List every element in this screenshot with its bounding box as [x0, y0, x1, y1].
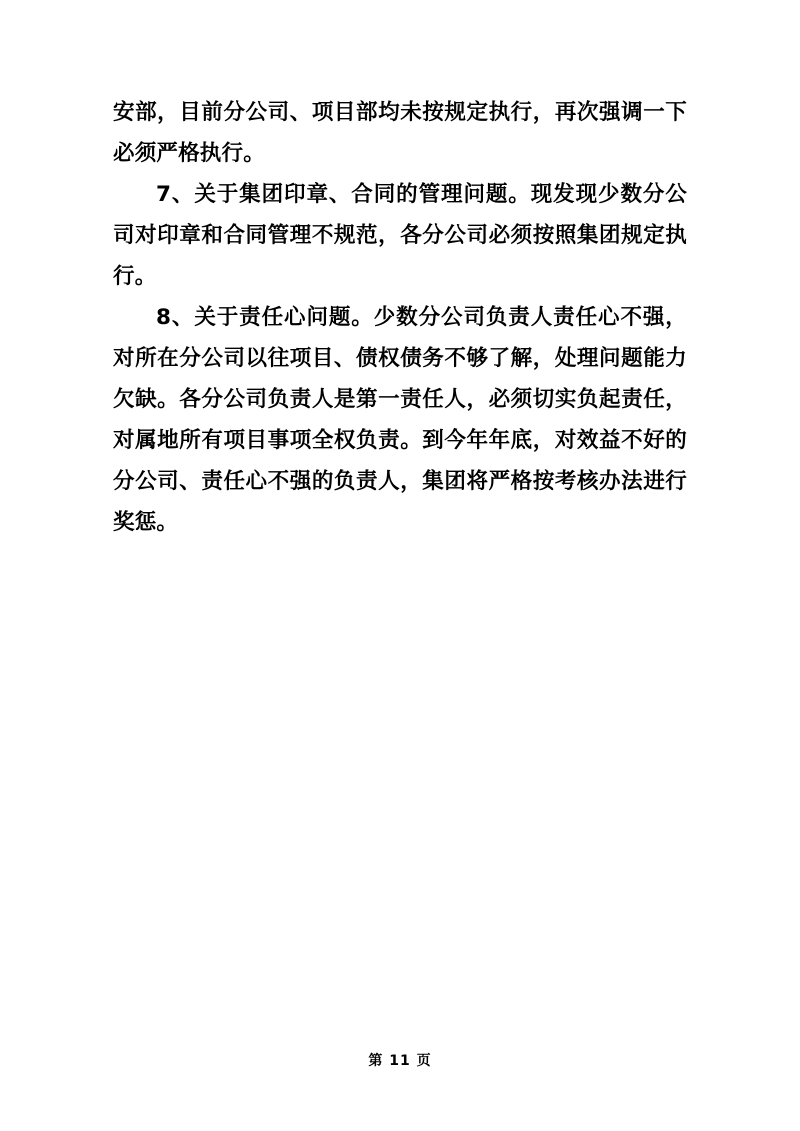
- paragraph-item-7: 7、关于集团印章、合同的管理问题。现发现少数分公司对印章和合同管理不规范，各分公司必须按照集团规定执行。: [113, 182, 687, 289]
- page-number-footer: 第 11 页: [368, 1053, 432, 1069]
- document-body: [113, 92, 687, 543]
- paragraph-item-8: 8、关于责任心问题。少数分公司负责人责任心不强，对所在分公司以往项目、债权债务不够了解，处理问题能力欠缺。各分公司负责人是第一责任人，必须切实负起责任，对属地所有项目事项全权负责。到今年年底，对效益不好的分公司、责任心不强的负责人，集团将严格按考核办法进行奖惩。: [113, 305, 687, 535]
- paragraph-continued: 安部，目前分公司、项目部均未按规定执行，再次强调一下必须严格执行。: [113, 100, 687, 166]
